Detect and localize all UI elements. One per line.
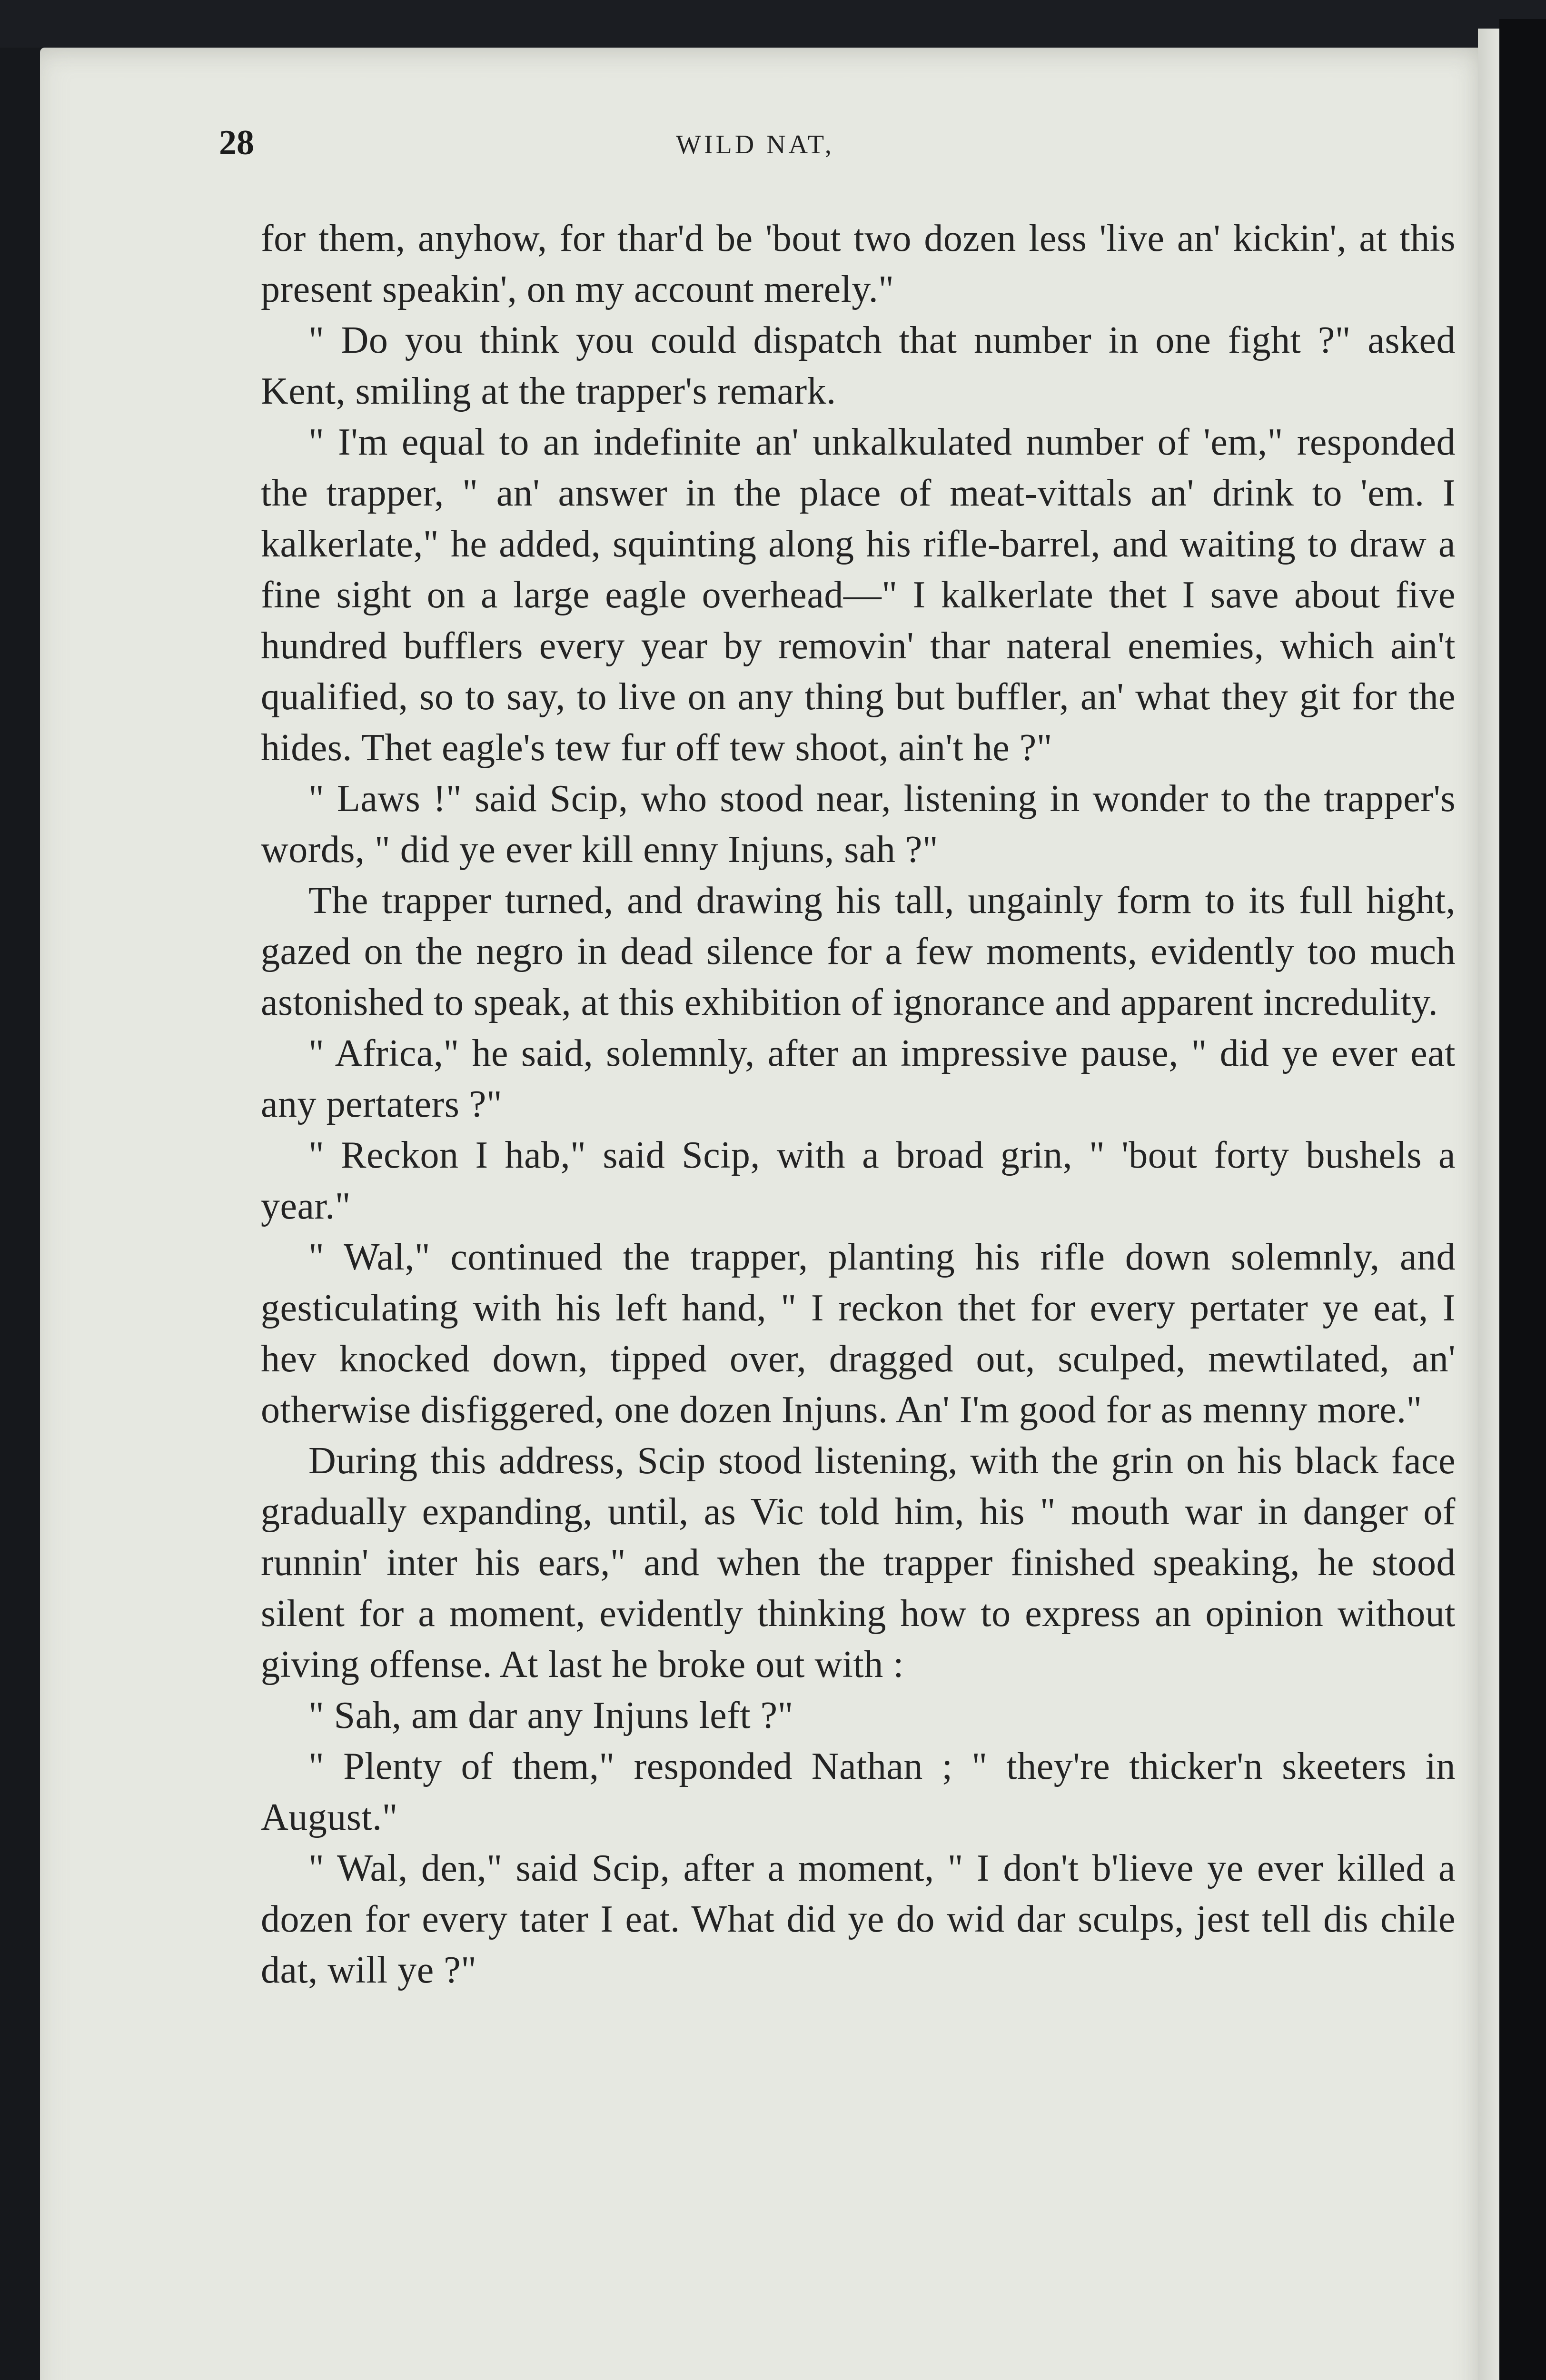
paragraph: " Reckon I hab," said Scip, with a broad grin, " 'bout forty bushels a year." — [261, 1134, 1456, 1227]
paragraph: " Africa," he said, solemnly, after an impressive pause, " did ye ever eat any pertaters ?" — [261, 1032, 1456, 1125]
paragraph: " Do you think you could dispatch that number in one fight ?" asked Kent, smiling at the trapper's remark. — [261, 319, 1456, 412]
body-text — [261, 213, 1456, 1996]
scan-background-edge — [1499, 19, 1546, 2380]
page-number: 28 — [219, 123, 254, 162]
paragraph: " Wal, den," said Scip, after a moment, " I don't b'lieve ye ever killed a dozen for every tater I eat. What did ye do wid dar sculps, jest tell dis chile dat, will ye ?" — [261, 1847, 1456, 1991]
paragraph: " I'm equal to an indefinite an' unkalkulated number of 'em," responded the trapper, " an' answer in the place of meat-vittals an' drink to 'em. I kalkerlate," he added, squinting along his rifle-barrel, and waiting to draw a fine sight on a large eagle overhead—" I kalkerlate thet I save about five hundred bufflers every year by removin' thar nateral enemies, which ain't qualified, so to say, to live on any thing but buffler, an' what they git for the hides. Thet eagle's tew fur off tew shoot, ain't he ?" — [261, 421, 1456, 769]
paragraph: During this address, Scip stood listening, with the grin on his black face gradually expanding, until, as Vic told him, his " mouth war in danger of runnin' inter his ears," and when the trapper finished speaking, he stood silent for a moment, evidently thinking how to express an opinion without giving offense. At last he broke out with : — [261, 1440, 1456, 1686]
running-title: WILD NAT, — [676, 130, 834, 159]
scan-background-top — [0, 0, 1546, 48]
paragraph: The trapper turned, and drawing his tall, ungainly form to its full hight, gazed on the negro in dead silence for a few moments, evidently too much astonished to speak, at this exhibition of ignorance and apparent incredulity. — [261, 880, 1456, 1023]
paragraph: for them, anyhow, for thar'd be 'bout two dozen less 'live an' kickin', at this present speakin', on my account merely." — [261, 218, 1456, 310]
paragraph: " Plenty of them," responded Nathan ; " they're thicker'n skeeters in August." — [261, 1745, 1456, 1838]
running-head — [219, 123, 1461, 166]
paragraph: " Sah, am dar any Injuns left ?" — [308, 1695, 793, 1736]
paragraph: " Wal," continued the trapper, planting his rifle down solemnly, and gesticulating with his left hand, " I reckon thet for every pertater ye eat, I hev knocked down, tipped over, dragged out, sculped, mewtilated, an' otherwise disfiggered, one dozen Injuns. An' I'm good for as menny more." — [261, 1236, 1456, 1431]
paragraph: " Laws !" said Scip, who stood near, listening in wonder to the trapper's words, " did ye ever kill enny Injuns, sah ?" — [261, 778, 1456, 871]
